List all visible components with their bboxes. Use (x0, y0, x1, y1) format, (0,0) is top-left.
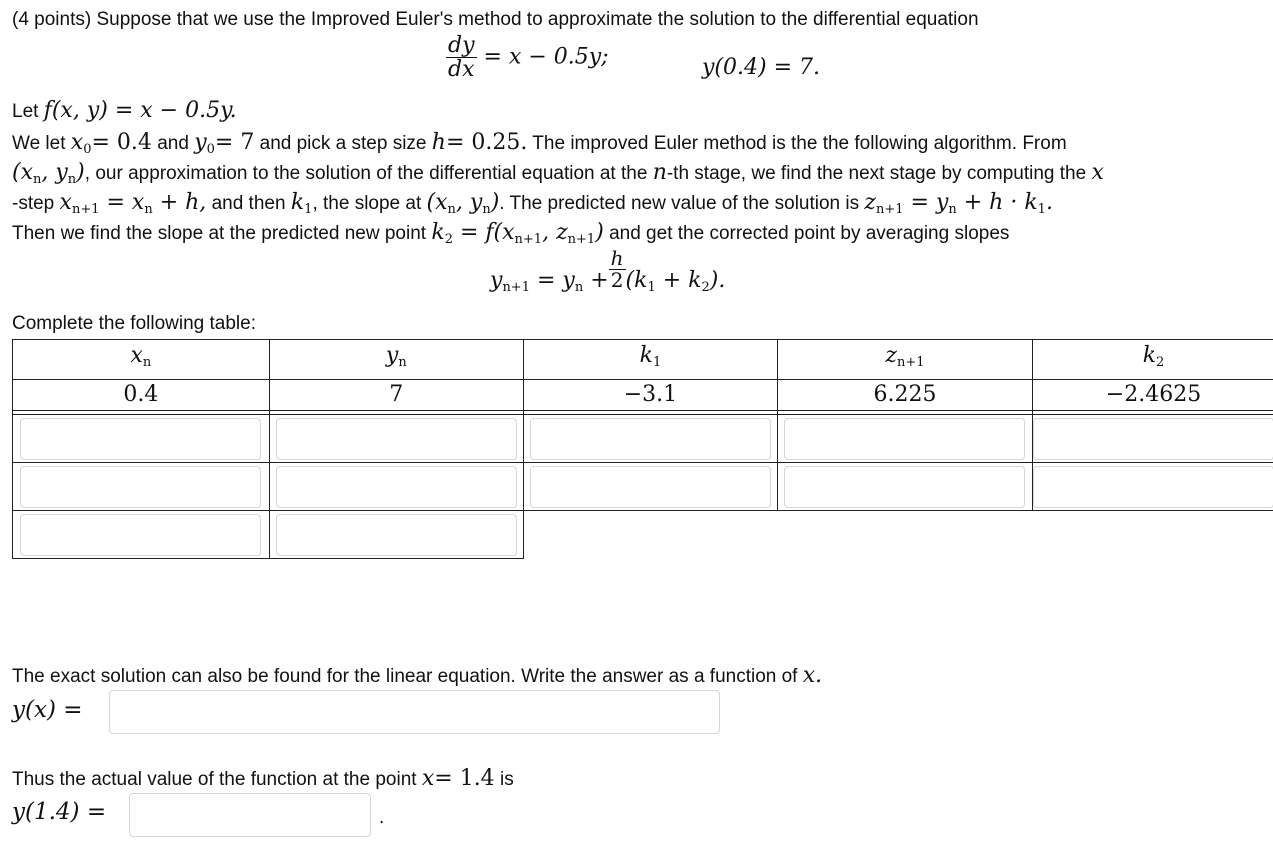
table-row (13, 511, 1273, 559)
table-header-row (13, 340, 1273, 380)
y0-value: = 7 (214, 130, 255, 155)
zn1-input-1[interactable] (784, 418, 1025, 460)
is-text: is (499, 769, 514, 790)
table-row (13, 415, 1273, 463)
x-next-formula: $x_{n+1} = x_n + h$, (59, 190, 207, 217)
actual-value-input[interactable] (129, 793, 371, 837)
cell-zn1-0: 6.225 (777, 380, 1032, 411)
zn1-input-2[interactable] (784, 466, 1025, 508)
y-of-x-label: y(x) = (12, 697, 83, 723)
x-point-value: = 1.4 (434, 766, 495, 791)
xn-input-3[interactable] (20, 514, 261, 556)
step-text-c: , the slope at (312, 193, 422, 214)
exact-solution-input[interactable] (109, 690, 720, 734)
xn-input-2[interactable] (20, 466, 261, 508)
header-xn: $x_n$ (13, 340, 270, 380)
step-line (12, 190, 1053, 217)
k2-formula: $k_2 = f(x_{n+1}$, $z_{n+1}$) (431, 220, 604, 247)
step-text-a: -step (12, 193, 55, 214)
h-value: = 0.25. (445, 130, 528, 155)
we-let-text: We let (12, 133, 66, 154)
x0-symbol: $x_0$ (70, 130, 92, 157)
stage-text-a: , our approximation to the solution of the differential equation at the (84, 163, 648, 184)
step-text-b: and then (211, 193, 286, 214)
y0-symbol: $y_0$ (194, 130, 215, 157)
let-text: Let (12, 101, 39, 122)
stage-text-b: -th stage, we find the next stage by computing the (666, 163, 1087, 184)
header-yn: $y_n$ (269, 340, 523, 380)
cell-k2-0: −2.4625 (1033, 380, 1273, 411)
slope-text-a: Then we find the slope at the predicted new point (12, 223, 427, 244)
xn-yn-pair: ($x_n$, $y_n$) (12, 160, 85, 187)
yn-input-1[interactable] (276, 418, 517, 460)
slope-line (12, 220, 1009, 247)
trailing-period: . (379, 807, 385, 828)
x-symbol: x (1091, 160, 1104, 185)
and-text: and (157, 133, 189, 154)
complete-table-label: Complete the following table: (12, 313, 256, 334)
f-definition: f(x, y) = x − 0.5y. (43, 98, 237, 123)
cell-yn-0: 7 (269, 380, 523, 411)
k1-input-1[interactable] (530, 418, 771, 460)
k2-input-2[interactable] (1033, 466, 1273, 508)
yn-input-3[interactable] (276, 514, 517, 556)
step-text-d: . The predicted new value of the solution is (499, 193, 860, 214)
exact-prompt: The exact solution can also be found for the linear equation. Write the answer as a function of (12, 666, 798, 687)
header-k2: $k_2$ (1033, 340, 1273, 380)
z-next-formula: $z_{n+1} = y_n + h \cdot k_1$. (864, 190, 1053, 217)
slope-text-b: and get the corrected point by averaging slopes (609, 223, 1010, 244)
problem-intro: (4 points) Suppose that we use the Improved Euler's method to approximate the solution to the differential equation (12, 9, 979, 30)
initial-condition: y(0.4) = 7. (702, 55, 820, 80)
actual-value-line (12, 766, 514, 791)
x-symbol-2: x. (802, 663, 823, 688)
xn-yn-pair-2: ($x_n$, $y_n$) (426, 190, 500, 217)
actual-text: Thus the actual value of the function at the point (12, 769, 417, 790)
k2-input-1[interactable] (1033, 418, 1273, 460)
header-zn1: $z_{n+1}$ (777, 340, 1032, 380)
differential-equation (446, 34, 609, 81)
corrector-formula: $y_{n+1} = y_n$ + $\frac{h}{2}$ $(k_1 + k_2)$. (490, 246, 726, 295)
yn-input-2[interactable] (276, 466, 517, 508)
x-point-symbol: x (421, 766, 435, 791)
y-at-label: y(1.4) = (12, 799, 107, 825)
n-symbol: n (652, 160, 667, 185)
dy-dx-fraction: $\frac{dy}{dx}$ (448, 33, 475, 83)
xn-input-1[interactable] (20, 418, 261, 460)
h-symbol: h (431, 130, 446, 155)
method-text: The improved Euler method is the the following algorithm. From (532, 133, 1067, 154)
euler-table (12, 339, 1273, 559)
cell-k1-0: −3.1 (523, 380, 777, 411)
k1-input-2[interactable] (530, 466, 771, 508)
x0-value: = 0.4 (91, 130, 152, 155)
table-row (13, 380, 1273, 411)
cell-xn-0: 0.4 (13, 380, 270, 411)
step-text: and pick a step size (259, 133, 427, 154)
k1-symbol: $k_1$ (290, 190, 313, 217)
exact-prompt-line (12, 663, 822, 688)
let-line (12, 98, 237, 123)
stage-line (12, 160, 1104, 187)
setup-line (12, 130, 1067, 157)
table-row (13, 463, 1273, 511)
deq-rhs: = x − 0.5y; (483, 44, 609, 70)
header-k1: $k_1$ (523, 340, 777, 380)
